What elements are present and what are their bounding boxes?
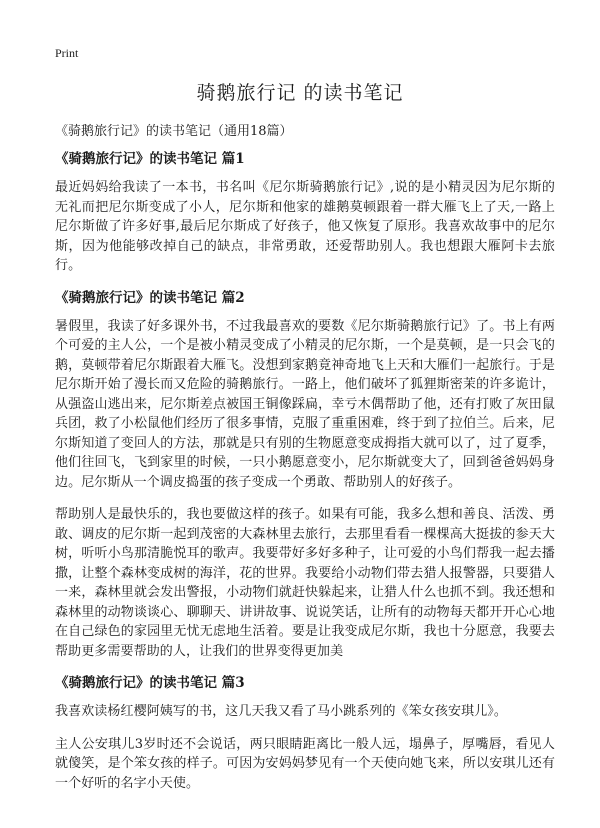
paragraph: 最近妈妈给我读了一本书，书名叫《尼尔斯骑鹅旅行记》,说的是小精灵因为尼尔斯的无礼而把尼尔斯变成了小人，尼尔斯和他家的雄鹅莫顿跟着一群大雁飞上了天,一路上尼尔斯做了许多好事,最后尼尔斯成了好孩子，他又恢复了原形。我喜欢故事中的尼尔斯，因为他能够改掉自己的缺点，非常勇敢，还爱帮助别人。我也想跟大雁阿卡去旅行。: [55, 180, 555, 273]
print-link[interactable]: Print: [55, 46, 79, 60]
section-heading-1: 《骑鹅旅行记》的读书笔记 篇1: [55, 151, 245, 167]
section-heading-2: 《骑鹅旅行记》的读书笔记 篇2: [55, 289, 245, 306]
paragraph: 主人公安琪儿3岁时还不会说话，两只眼睛距离比一般人远，塌鼻子，厚嘴唇，看见人就傻笑，是个笨女孩的样子。可因为安妈妈梦见有一个天使向她飞来，所以安琪儿还有一个好听的名字小天使。: [55, 736, 555, 791]
paragraph: 我喜欢读杨红樱阿姨写的书，这几天我又看了马小跳系列的《笨女孩安琪儿》。: [55, 704, 508, 719]
paragraph: 帮助别人是最快乐的，我也要做这样的孩子。如果有可能，我多么想和善良、活泼、勇敢、调皮的尼尔斯一起到茂密的大森林里去旅行，去那里看看一棵棵高大挺拔的参天大树，听听小鸟那清脆悦耳的歌声。我要带好多好多种子，让可爱的小鸟们帮我一起去播撒，让整个森林变成树的海洋，花的世界。我要给小动物们带去猎人报警器，只要猎人一来，森林里就会发出警报，小动物们就赶快躲起来，让猎人什么也抓不到。我还想和森林里的动物谈谈心、聊聊天、讲讲故事、说说笑话，让所有的动物每天都开开心心地在自己绿色的家园里无忧无虑地生活着。要是让我变成尼尔斯，我也十分愿意，我要去帮助更多需要帮助的人，让我们的世界变得更加美: [55, 507, 555, 659]
document-subtitle: 《骑鹅旅行记》的读书笔记（通用18篇）: [55, 124, 293, 139]
section-heading-3: 《骑鹅旅行记》的读书笔记 篇3: [55, 675, 245, 691]
article-body: [55, 150, 555, 806]
page-title: 骑鹅旅行记 的读书笔记: [196, 82, 404, 104]
paragraph: 暑假里，我读了好多课外书，不过我最喜欢的要数《尼尔斯骑鹅旅行记》了。书上有两个可爱的主人公，一个是被小精灵变成了小精灵的尼尔斯，一个是莫顿，是一只会飞的鹅，莫顿带着尼尔斯跟着大雁飞。没想到家鹅竟神奇地飞上天和大雁们一起旅行。于是尼尔斯开始了漫长而又危险的骑鹅旅行。一路上，他们破坏了狐狸斯密茉的许多诡计，从强盗山逃出来，尼尔斯差点被国王铜像踩扁，幸亏木偶帮助了他，还有打败了灰田鼠兵团，救了小松鼠他们经历了很多事情，克服了重重困难，终于到了拉伯兰。后来，尼尔斯知道了变回人的方法，那就是只有别的生物愿意变成拇指大就可以了，过了夏季，他们往回飞，飞到家里的时候，一只小鹅愿意变小，尼尔斯就变大了，回到爸爸妈妈身边。尼尔斯从一个调皮捣蛋的孩子变成一个勇敢、帮助别人的好孩子。: [55, 318, 555, 490]
